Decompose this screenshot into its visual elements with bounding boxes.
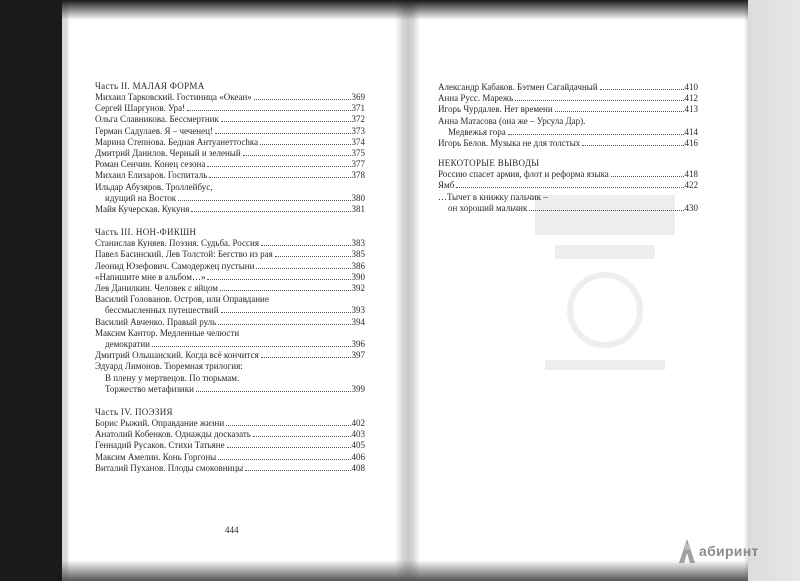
toc-entry — [438, 192, 698, 203]
toc-entry — [438, 127, 698, 138]
toc-entry-title: …Тычет в книжку пальчик – — [438, 191, 548, 202]
toc-entry-title: Ильдар Абузяров. Троллейбус, — [95, 181, 213, 192]
toc-entry-page: 380 — [351, 192, 365, 203]
toc-entry-page: 373 — [351, 125, 365, 136]
toc-entry-title: Сергей Шаргунов. Ура! — [95, 103, 186, 114]
toc-entry-page: 377 — [351, 159, 365, 170]
toc-entry-title: Леонид Юзефович. Самодержец пустыни — [95, 260, 255, 271]
toc-entry — [95, 272, 365, 283]
toc-entry-page: 371 — [351, 103, 365, 114]
dot-leader — [600, 89, 684, 90]
dot-leader — [215, 133, 351, 134]
page-number: 444 — [225, 525, 239, 535]
toc-entry — [95, 350, 365, 361]
toc-entry — [95, 261, 365, 272]
toc-entry-page: 396 — [351, 339, 365, 350]
toc-entry-page: 390 — [351, 271, 365, 282]
toc-entry-page: 416 — [684, 138, 698, 149]
dot-leader — [187, 110, 350, 111]
toc-entry — [95, 440, 365, 451]
toc-entry — [95, 305, 365, 316]
toc-entry — [95, 103, 365, 114]
toc-entry-title: Дмитрий Ольшанский. Когда всё кончится — [95, 350, 259, 361]
toc-entry — [95, 452, 365, 463]
section-heading: Часть III. НОН-ФИКШН — [95, 227, 197, 238]
dot-leader — [555, 111, 684, 112]
toc-entry-title: Максим Амелин. Конь Горгоны — [95, 451, 217, 462]
toc-entry-page: 403 — [351, 429, 365, 440]
toc-entry-title: Анатолий Кобенков. Однажды досказать — [95, 429, 251, 440]
top-shadow — [62, 0, 748, 20]
toc-entry — [95, 429, 365, 440]
watermark-text: абиринт — [699, 543, 759, 559]
toc-entry-title: Россию спасет армия, флот и реформа языка — [438, 169, 609, 180]
toc-entry-title: Майя Кучерская. Кукуня — [95, 204, 190, 215]
dot-leader — [196, 391, 351, 392]
toc-entry — [95, 159, 365, 170]
toc-entry — [95, 294, 365, 305]
toc-entry-page: 386 — [351, 260, 365, 271]
toc-entry-title: Дмитрий Данилов. Черный и зеленый — [95, 148, 241, 159]
dot-leader — [152, 346, 351, 347]
toc-entry — [438, 169, 698, 180]
toc-entry-page: 369 — [351, 92, 365, 102]
toc-entry-page: 393 — [351, 305, 365, 316]
toc-entry — [95, 137, 365, 148]
dot-leader — [243, 155, 351, 156]
dot-leader — [611, 176, 684, 177]
toc-entry — [438, 138, 698, 149]
toc-entry — [95, 193, 365, 204]
toc-entry-page: 385 — [351, 249, 365, 260]
section-heading: НЕКОТОРЫЕ ВЫВОДЫ — [438, 158, 540, 169]
toc-entry-page: 372 — [351, 114, 365, 125]
toc-entry-page: 413 — [684, 104, 698, 115]
toc-entry — [95, 238, 365, 249]
toc-entry-title: Лев Данилкин. Человек с яйцом — [95, 283, 218, 294]
toc-entry — [95, 463, 365, 474]
dot-leader — [260, 144, 350, 145]
toc-entry-page: 381 — [351, 204, 365, 215]
dot-leader — [178, 200, 350, 201]
dot-leader — [254, 99, 351, 100]
toc-section-part-2 — [95, 80, 365, 215]
toc-entry — [95, 92, 365, 103]
toc-entry-page: 412 — [684, 93, 698, 104]
toc-entry — [438, 82, 698, 93]
toc-entry — [95, 373, 365, 384]
toc-entry-title: Игорь Белов. Музыка не для толстых — [438, 138, 581, 149]
dot-leader — [207, 279, 350, 280]
toc-entry-page: 410 — [684, 82, 698, 92]
toc-entry-title: Торжество метафизики — [105, 383, 194, 394]
dot-leader — [191, 211, 350, 212]
dot-leader — [227, 447, 351, 448]
dot-leader — [582, 145, 683, 146]
toc-entry-title: демократии — [105, 339, 150, 350]
toc-entry-page: 406 — [351, 451, 365, 462]
toc-entry-title: Ольга Славникова. Бессмертник — [95, 114, 219, 125]
bottom-shadow — [62, 560, 748, 581]
dot-leader — [256, 268, 350, 269]
toc-entry-page: 383 — [351, 238, 365, 249]
toc-entry-title: Медвежья гора — [448, 126, 506, 137]
toc-entry-title: Виталий Пуханов. Плоды смоковницы — [95, 462, 244, 473]
toc-entry-title: Михаил Елизаров. Госпиталь — [95, 170, 208, 181]
toc-entry-title: Марина Степнова. Бедная Антуанеттоchка — [95, 136, 259, 147]
toc-entry-page: 378 — [351, 170, 365, 181]
toc-section-part-3 — [95, 226, 365, 395]
toc-entry-page: 397 — [351, 350, 365, 361]
dot-leader — [261, 357, 351, 358]
dot-leader — [456, 187, 683, 188]
toc-entry-title: идущий на Восток — [105, 192, 177, 203]
toc-entry — [95, 249, 365, 260]
left-page-contents — [95, 78, 365, 474]
dot-leader — [220, 290, 351, 291]
toc-entry-title: Ямб — [438, 180, 455, 191]
toc-entry-title: Павел Басинский. Лев Толстой: Бегство из рая — [95, 249, 273, 260]
toc-entry-page: 414 — [684, 126, 698, 137]
dot-leader — [218, 324, 350, 325]
toc-entry-title: Игорь Чурдалев. Нет времени — [438, 104, 553, 115]
toc-entry — [95, 384, 365, 395]
toc-entry-page: 399 — [351, 383, 365, 394]
toc-entry-page: 422 — [684, 180, 698, 191]
toc-entry-title: Роман Сенчин. Конец сезона — [95, 159, 206, 170]
toc-entry — [438, 116, 698, 127]
toc-entry — [438, 203, 698, 214]
toc-entry — [95, 182, 365, 193]
toc-entry-title: В плену у мертвецов. По тюрьмам. — [105, 372, 240, 383]
toc-entry-page: 375 — [351, 148, 365, 159]
toc-entry-title: Эдуард Лимонов. Тюремная трилогия: — [95, 361, 243, 372]
toc-entry — [95, 148, 365, 159]
toc-entry — [438, 104, 698, 115]
toc-entry-page: 405 — [351, 440, 365, 451]
section-heading: Часть IV. ПОЭЗИЯ — [95, 407, 173, 418]
toc-entry — [95, 317, 365, 328]
toc-entry-title: Василий Авченко. Правый руль — [95, 316, 217, 327]
toc-entry-title: он хороший мальчик — [448, 202, 528, 213]
toc-entry — [438, 180, 698, 191]
dot-leader — [221, 312, 351, 313]
toc-entry — [95, 170, 365, 181]
dot-leader — [207, 166, 350, 167]
toc-entry-title: бессмысленных путешествий — [105, 305, 219, 316]
dot-leader — [221, 121, 351, 122]
toc-entry-page: 374 — [351, 136, 365, 147]
toc-entry — [95, 339, 365, 350]
toc-entry — [438, 93, 698, 104]
dot-leader — [508, 134, 684, 135]
toc-entry-title: Александр Кабаков. Бэтмен Сагайдачный — [438, 82, 598, 92]
labirint-logo-icon — [676, 538, 698, 564]
dot-leader — [529, 210, 683, 211]
toc-entry-title: Максим Кантор. Медленные челюсти — [95, 327, 240, 338]
dot-leader — [261, 245, 351, 246]
dot-leader — [515, 100, 683, 101]
toc-entry-title: Василий Голованов. Остров, или Оправдание — [95, 294, 269, 305]
toc-entry-page: 402 — [351, 418, 365, 429]
toc-entry-page: 394 — [351, 316, 365, 327]
toc-entry-title: Борис Рыжий. Оправдание жизни — [95, 418, 225, 429]
dot-leader — [218, 459, 350, 460]
dot-leader — [226, 425, 350, 426]
toc-entry — [95, 204, 365, 215]
toc-entry — [95, 283, 365, 294]
toc-entry — [95, 418, 365, 429]
toc-entry-page: 430 — [684, 202, 698, 213]
toc-entry — [95, 328, 365, 339]
watermark-logo — [676, 538, 759, 564]
toc-entry-title: Станислав Куняев. Поэзия. Судьба. Россия — [95, 238, 259, 249]
toc-section-conclusions — [438, 157, 698, 214]
toc-entry-title: Геннадий Русаков. Стихи Татьяне — [95, 440, 225, 451]
toc-entry-title: Герман Садулаев. Я – чеченец! — [95, 125, 213, 136]
toc-entry-page: 392 — [351, 283, 365, 294]
toc-entry-title: Михаил Тарковский. Гостиница «Океан» — [95, 92, 252, 102]
dot-leader — [245, 470, 350, 471]
toc-entry-page: 408 — [351, 462, 365, 473]
toc-entry — [95, 114, 365, 125]
toc-entry-title: Анна Русс. Марежь — [438, 93, 514, 104]
toc-entry — [95, 361, 365, 372]
toc-entry — [95, 126, 365, 137]
section-heading: Часть II. МАЛАЯ ФОРМА — [95, 81, 205, 91]
toc-entry-page: 418 — [684, 169, 698, 180]
show-through-illustration — [530, 190, 680, 390]
toc-entry-title: Анна Матасова (она же – Урсула Дар). — [438, 115, 586, 126]
right-page-contents — [438, 82, 698, 214]
dot-leader — [209, 177, 350, 178]
toc-section-part-4 — [95, 406, 365, 474]
dot-leader — [275, 256, 351, 257]
dot-leader — [253, 436, 351, 437]
toc-entry-title: «Напишите мне в альбом…» — [95, 271, 206, 282]
